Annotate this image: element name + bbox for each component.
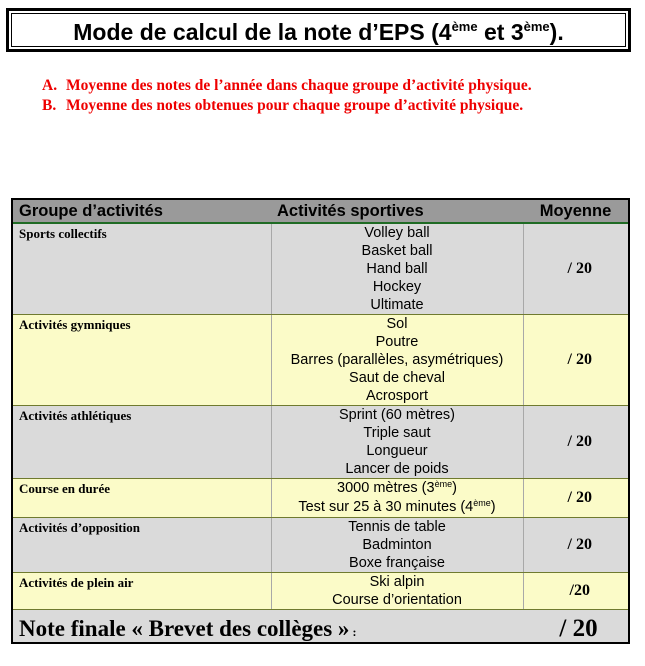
group-name: Course en durée bbox=[13, 479, 271, 518]
activity-list bbox=[271, 479, 523, 518]
table-header-row bbox=[13, 200, 628, 223]
grade-sup: ème bbox=[434, 479, 453, 489]
score-cell: / 20 bbox=[523, 406, 628, 479]
table-row bbox=[13, 573, 628, 610]
score-cell: / 20 bbox=[523, 315, 628, 406]
grading-table bbox=[11, 198, 630, 644]
group-name: Activités de plein air bbox=[13, 573, 271, 610]
activity-item: Boxe française bbox=[349, 555, 445, 571]
activity-text: ) bbox=[490, 499, 496, 515]
activity-item: Sol bbox=[386, 316, 408, 332]
table-row bbox=[13, 479, 628, 518]
criterion-letter: B. bbox=[42, 97, 57, 114]
title-box bbox=[6, 8, 631, 52]
activity-list bbox=[271, 573, 523, 610]
group-name: Activités gymniques bbox=[13, 315, 271, 406]
activity-item: Barres (parallèles, asymétriques) bbox=[290, 352, 504, 368]
activity-item bbox=[272, 479, 523, 498]
activity-item: Poutre bbox=[375, 334, 419, 350]
final-score: / 20 bbox=[523, 610, 628, 645]
criterion-text: Moyenne des notes obtenues pour chaque groupe d’activité physique. bbox=[66, 97, 524, 114]
score-cell: / 20 bbox=[523, 479, 628, 518]
activity-text: ) bbox=[452, 480, 457, 496]
table-row bbox=[13, 223, 628, 315]
activity-item: Tennis de table bbox=[348, 519, 446, 535]
score-cell: / 20 bbox=[523, 518, 628, 573]
title-prefix: Mode de calcul de la note d’EPS (4 bbox=[73, 19, 452, 45]
activity-item: Hockey bbox=[372, 279, 422, 295]
title-suffix: ). bbox=[549, 19, 564, 45]
table-row bbox=[13, 518, 628, 573]
activity-item: Saut de cheval bbox=[349, 370, 445, 386]
title-sup-1: ème bbox=[451, 19, 478, 34]
header-average: Moyenne bbox=[523, 200, 628, 223]
activity-list bbox=[271, 223, 523, 315]
activity-list bbox=[271, 406, 523, 479]
activity-item: Sprint (60 mètres) bbox=[338, 407, 456, 423]
criterion-b bbox=[42, 96, 632, 116]
criterion-text: Moyenne des notes de l’année dans chaque groupe d’activité physique. bbox=[66, 77, 532, 94]
activity-item bbox=[272, 498, 523, 517]
activity-item: Ultimate bbox=[370, 297, 424, 313]
criterion-a bbox=[42, 76, 632, 96]
activity-item: Badminton bbox=[362, 537, 432, 553]
activity-item: Ski alpin bbox=[369, 574, 425, 590]
activity-item: Longueur bbox=[366, 443, 428, 459]
criterion-letter: A. bbox=[42, 77, 58, 94]
activity-item: Volley ball bbox=[364, 225, 430, 241]
grade-sup: ème bbox=[473, 498, 491, 508]
table-row bbox=[13, 315, 628, 406]
header-group: Groupe d’activités bbox=[13, 200, 271, 223]
activity-item: Acrosport bbox=[365, 388, 429, 404]
group-name: Activités d’opposition bbox=[13, 518, 271, 573]
group-name: Sports collectifs bbox=[13, 223, 271, 315]
activity-item: Lancer de poids bbox=[345, 461, 449, 477]
score-cell: / 20 bbox=[523, 223, 628, 315]
activity-item: Triple saut bbox=[363, 425, 431, 441]
activity-item: Basket ball bbox=[361, 243, 433, 259]
final-label bbox=[13, 610, 523, 645]
activity-list bbox=[271, 315, 523, 406]
group-name: Activités athlétiques bbox=[13, 406, 271, 479]
criteria-list bbox=[42, 76, 632, 116]
table-row bbox=[13, 406, 628, 479]
activity-item: Course d’orientation bbox=[332, 592, 462, 608]
header-activities: Activités sportives bbox=[271, 200, 523, 223]
title-sup-2: ème bbox=[523, 19, 550, 34]
activity-list bbox=[271, 518, 523, 573]
score-cell: /20 bbox=[523, 573, 628, 610]
activity-text: Test sur 25 à 30 minutes (4 bbox=[298, 499, 474, 515]
activity-item: Hand ball bbox=[366, 261, 428, 277]
final-label-text: Note finale « Brevet des collèges » bbox=[19, 616, 350, 641]
activity-text: 3000 mètres (3 bbox=[337, 480, 435, 496]
final-row bbox=[13, 610, 628, 645]
title-middle: et 3 bbox=[477, 19, 524, 45]
page-title bbox=[9, 19, 628, 49]
final-colon: : bbox=[349, 625, 357, 639]
